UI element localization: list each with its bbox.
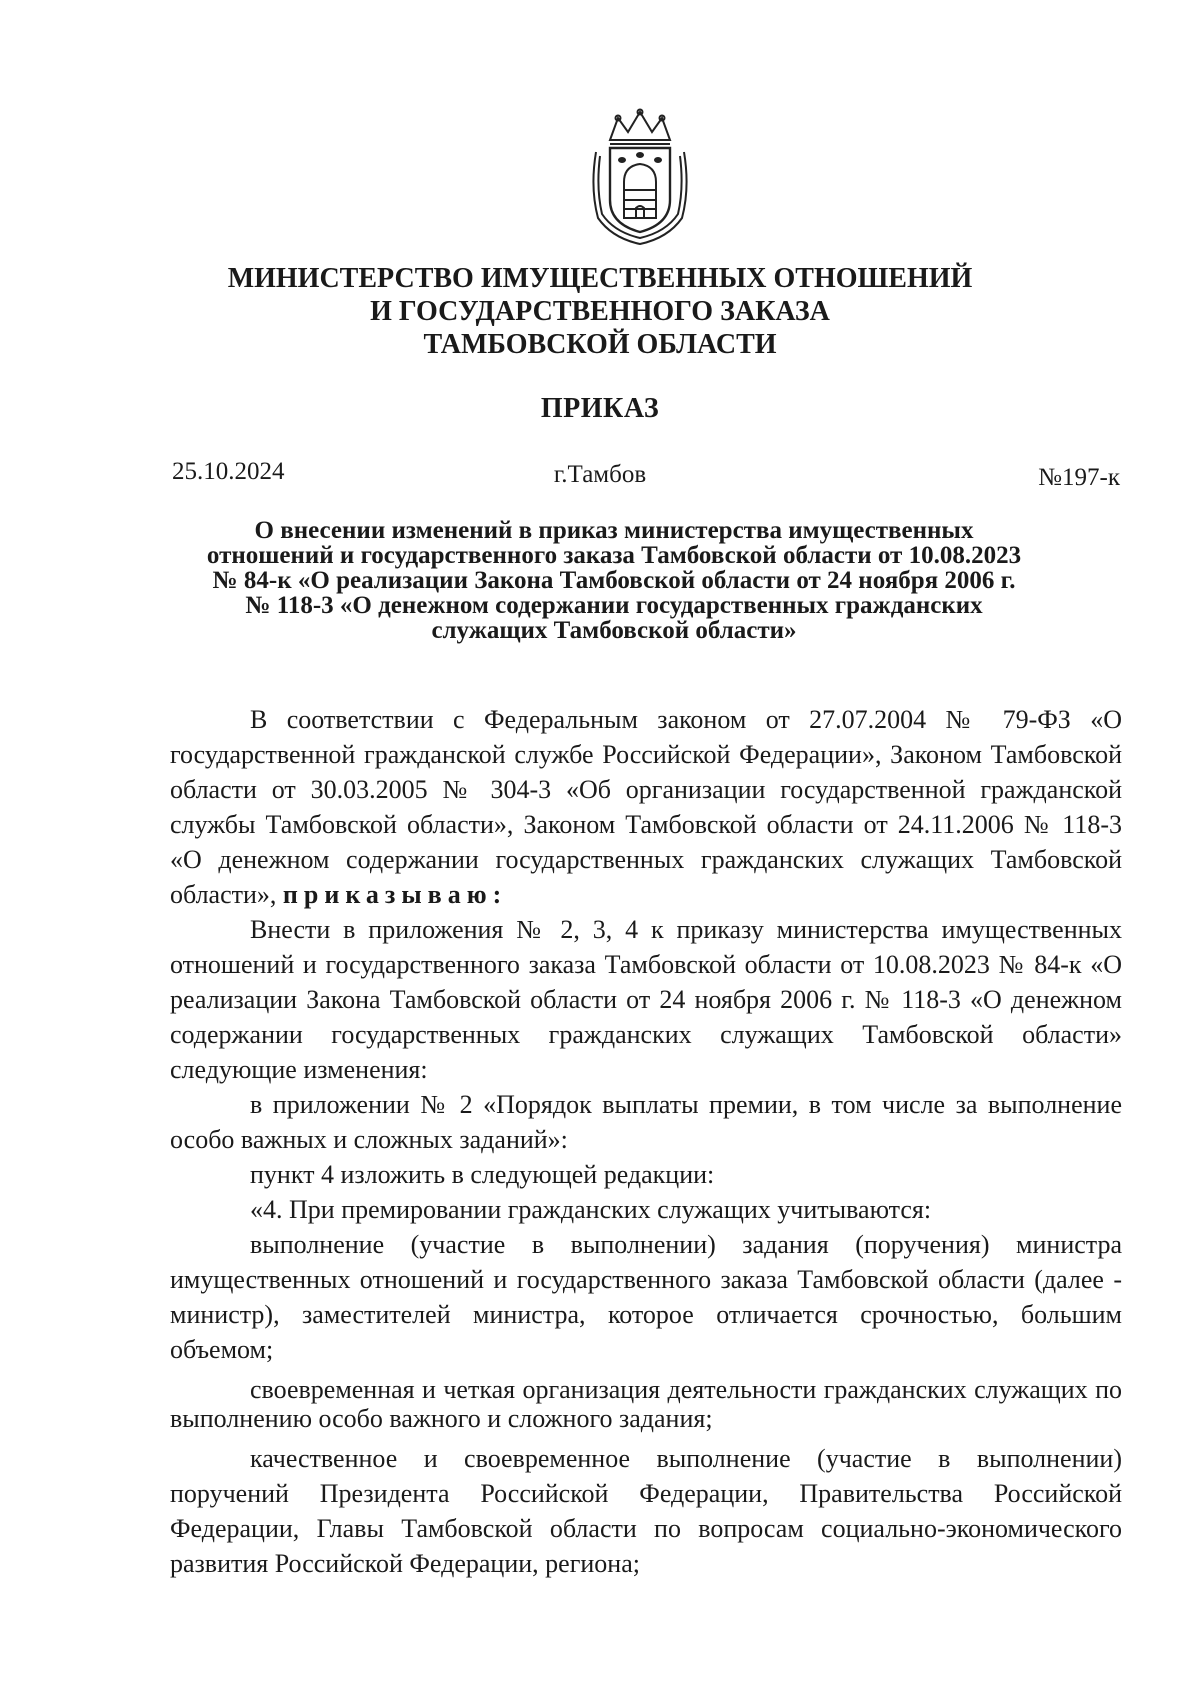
paragraph-6: своевременная и четкая организация деятельности гражданских служащих по выполнению особо важного и сложного задания; [170,1375,1122,1433]
document-date: 25.10.2024 [172,458,285,485]
preamble-text: В соответствии с Федеральным законом от 27.07.2004 № 79-ФЗ «О государственной гражданской службе Российской Федерации», Законом Тамбовской области от 30.03.2005 № 304-3 «Об организации государственной гражданской службы Тамбовской области», Законом Тамбовской области от 24.11.2006 № 118-3 «О денежном содержании государственных гражданских служащих Тамбовской области», [170,705,1122,909]
paragraph-1: Внести в приложения № 2, 3, 4 к приказу министерства имущественных отношений и государственного заказа Тамбовской области от 10.08.2023 № 84-к «О реализации Закона Тамбовской области от 24 ноября 2006 г. № 118-3 «О денежном содержании государственных гражданских служащих Тамбовской области» следующие изменения: [170,915,1122,1084]
document-type: ПРИКАЗ [540,393,660,424]
ministry-name [150,262,1050,361]
subject-line-5: служащих Тамбовской области» [431,617,797,644]
tambov-coat-of-arms-icon [588,108,693,246]
paragraph-3: пункт 4 изложить в следующей редакции: [250,1160,715,1189]
subject-line-2: отношений и государственного заказа Тамбовской области от 10.08.2023 [206,542,1022,569]
paragraph-5: выполнение (участие в выполнении) задания (поручения) министра имущественных отношений и государственного заказа Тамбовской области (далее - министр), заместителей министра, которое отличается срочностью, большим объемом; [170,1230,1122,1364]
document-subject [170,518,1058,643]
document-number: №197-к [1038,464,1120,491]
paragraph-4: «4. При премировании гражданских служащих учитываются: [250,1195,932,1224]
document-city: г.Тамбов [553,461,647,488]
order-word: приказываю: [282,880,508,909]
ministry-line-1: МИНИСТЕРСТВО ИМУЩЕСТВЕННЫХ ОТНОШЕНИЙ [227,263,973,294]
paragraph-7: качественное и своевременное выполнение (участие в выполнении) поручений Президента Российской Федерации, Правительства Российской Федерации, Главы Тамбовской области по вопросам социально-экономического развития Российской Федерации, региона; [170,1444,1122,1578]
ministry-line-2: И ГОСУДАРСТВЕННОГО ЗАКАЗА [370,296,830,327]
preamble-paragraph [170,702,1122,912]
paragraph-2: в приложении № 2 «Порядок выплаты премии, в том числе за выполнение особо важных и сложных заданий»: [170,1090,1122,1154]
document-body [170,702,1122,1581]
subject-line-1: О внесении изменений в приказ министерства имущественных [254,517,974,544]
subject-line-3: № 84-к «О реализации Закона Тамбовской области от 24 ноября 2006 г. [212,567,1016,594]
subject-line-4: № 118-3 «О денежном содержании государственных гражданских [245,592,983,619]
ministry-line-3: ТАМБОВСКОЙ ОБЛАСТИ [423,329,777,360]
